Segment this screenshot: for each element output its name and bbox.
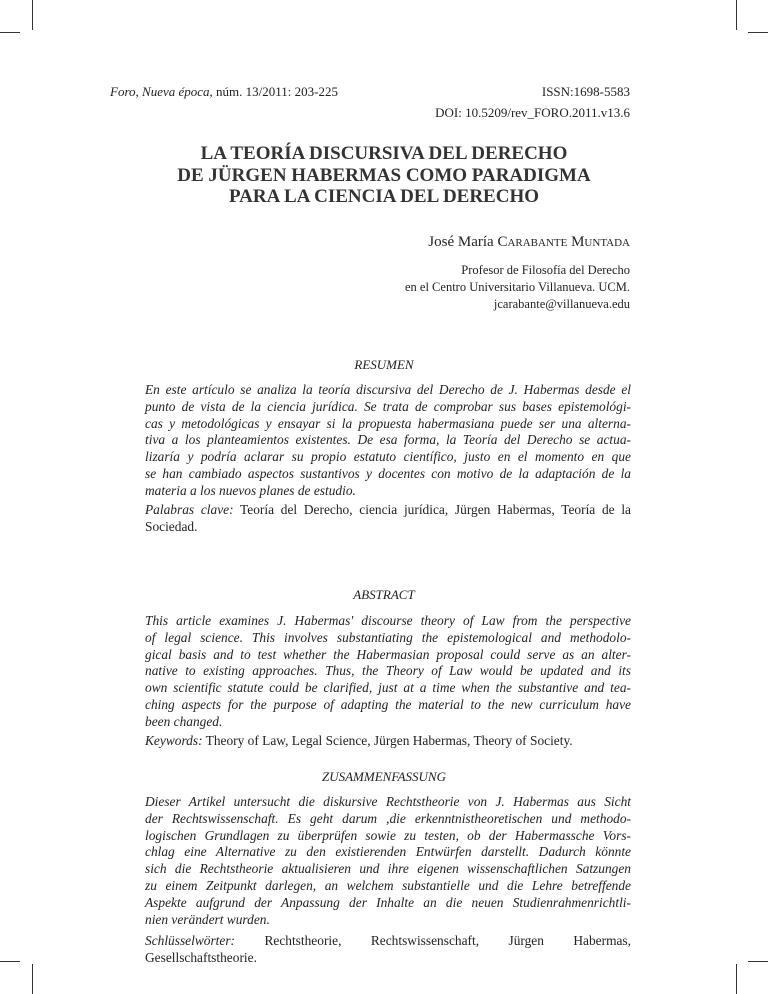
abstract-line: ching aspects for the purpose of adapting the material to the new curriculum have: [145, 696, 631, 712]
keywords-text: Theory of Law, Legal Science, Jürgen Habermas, Theory of Society.: [202, 733, 573, 748]
keywords-line: [145, 933, 631, 950]
author-surname-2: Muntada: [571, 234, 630, 250]
abstract-line: This article examines J. Habermas' discourse theory of Law from the perspective: [145, 613, 631, 628]
abstract-line: gical basis and to test whether the Habermasian proposal could serve as an alter-: [145, 646, 631, 662]
zusammenfassung-line: der Rechtswissenschaft. Es geht darum ,die erkenntnistheoretischen und methodo-: [145, 810, 631, 826]
abstract-line: of legal science. This involves substantiating the epistemological and methodolo-: [145, 629, 631, 645]
journal-name: Foro, Nueva época,: [110, 84, 213, 99]
journal-ids: [435, 81, 630, 123]
crop-mark: [748, 32, 768, 33]
title-line: LA TEORÍA DISCURSIVA DEL DERECHO: [200, 143, 568, 164]
zusammenfassung-line: sich die Rechtstheorie aktualisieren und ihre eigenen wissenschaftlichen Satzungen: [145, 861, 631, 877]
affiliation-line: en el Centro Universitario Villanueva. UCM.: [404, 280, 630, 294]
crop-mark: [32, 0, 33, 30]
doi: DOI: 10.5209/rev_FORO.2011.v13.6: [435, 105, 630, 120]
resumen-heading: RESUMEN: [354, 357, 414, 372]
resumen-line: materia a los nuevos planes de estudio.: [145, 482, 356, 498]
crop-mark: [736, 0, 737, 30]
article-title: [0, 143, 768, 208]
abstract-line: been changed.: [145, 713, 223, 729]
title-line: DE JÜRGEN HABERMAS COMO PARADIGMA: [177, 164, 591, 186]
resumen-line: En este artículo se analiza la teoría discursiva del Derecho de J. Habermas desde el: [145, 382, 631, 397]
zusammenfassung-line: Dieser Artikel untersucht die diskursive Rechtstheorie von J. Habermas aus Sicht: [145, 794, 631, 809]
keywords-label: Keywords:: [145, 733, 203, 748]
zusammenfassung-line: logischen Grundlagen zu überprüfen sowie zu testen, ob der Habermassche Vors-: [145, 827, 631, 843]
author-affiliation: [405, 262, 630, 313]
abstract-line: native to existing approaches. Thus, the Theory of Law would be updated and its: [145, 663, 631, 679]
title-line: PARA LA CIENCIA DEL DERECHO: [228, 186, 540, 207]
zusammenfassung-line: chlag eine Alternative zu den existierenden Entwürfen darstellt. Dadurch könnte: [145, 844, 631, 860]
zusammenfassung-body: [145, 794, 631, 928]
author-name: [428, 234, 630, 251]
resumen-line: cas y metodológicas y ensayar si la propuesta habermasiana puede ser una alterna-: [145, 415, 631, 431]
crop-mark: [0, 961, 20, 962]
keywords-label: Palabras clave:: [145, 502, 234, 517]
resumen-line: lizaría y podría aclarar su propio estatuto científico, justo en el momento en que: [145, 449, 631, 465]
author-surname-1: Carabante: [497, 234, 568, 250]
zusammenfassung-keywords: [145, 933, 631, 967]
abstract-line: own scientific statute could be clarified, just at a time when the substantive and tea-: [145, 680, 631, 696]
abstract-keywords: [145, 733, 631, 750]
crop-mark: [736, 964, 737, 994]
crop-mark: [748, 961, 768, 962]
affiliation-line: Profesor de Filosofía del Derecho: [461, 263, 630, 277]
abstract-heading: ABSTRACT: [353, 587, 415, 602]
resumen-keywords: [145, 502, 631, 536]
zusammenfassung-line: nien verändert wurden.: [145, 911, 270, 927]
crop-mark: [0, 32, 20, 33]
resumen-line: punto de vista de la ciencia jurídica. Se trata de comprobar sus bases epistemológi-: [145, 398, 631, 414]
resumen-line: tiva a los planteamientos existentes. De esa forma, la Teoría del Derecho se actua-: [145, 432, 631, 448]
abstract-body: [145, 613, 631, 731]
author-email: jcarabante@villanueva.edu: [493, 297, 630, 311]
resumen-line: se han cambiado aspectos sustantivos y docentes con motivo de la adaptación de la: [145, 465, 631, 481]
author-given-name: José María: [428, 234, 498, 250]
zusammenfassung-line: Aspekte aufgrund der Anpassung der Inhalte an die neuen Studienrahmenrichtli-: [145, 894, 631, 910]
journal-issue: núm. 13/2011: 203-225: [212, 84, 338, 99]
crop-mark: [32, 964, 33, 994]
zusammenfassung-heading: ZUSAMMENFASSUNG: [322, 769, 446, 784]
issn: ISSN:1698-5583: [541, 84, 630, 99]
resumen-body: [145, 382, 631, 500]
zusammenfassung-line: zu einem Zeitpunkt darlegen, an welchem substantielle und die Lehre betreffende: [145, 877, 631, 893]
keywords-text: Rechtstheorie, Rechtswissenschaft, Jürgen Habermas,: [235, 933, 631, 948]
journal-citation: [110, 81, 338, 102]
keywords-text: Gesellschaftstheorie.: [145, 949, 257, 965]
keywords-label: Schlüsselwörter:: [145, 933, 236, 948]
keywords-text: Teoría del Derecho, ciencia jurídica, Jürgen Habermas, Teoría de la Sociedad.: [145, 502, 632, 534]
